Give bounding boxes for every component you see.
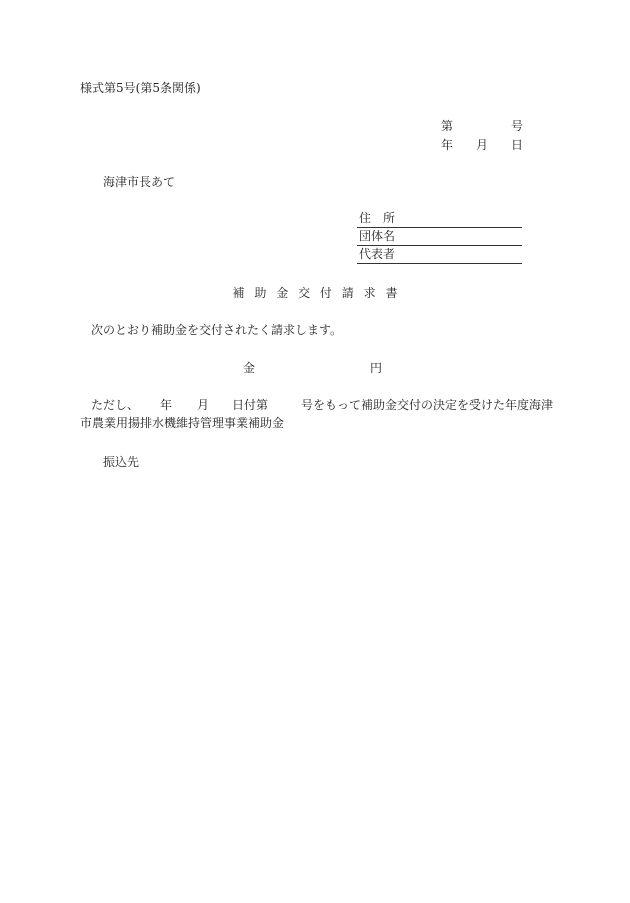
title-char: 書: [385, 286, 398, 300]
date-year: 年: [441, 138, 454, 152]
amount-label: 金: [243, 361, 256, 375]
representative-field: [357, 246, 522, 264]
form-label: 様式第5号(第5条関係): [80, 81, 201, 95]
addressee: 海津市長あて: [103, 175, 176, 189]
document-title: [0, 285, 630, 301]
proviso-year: 年: [160, 398, 173, 412]
number-suffix: 号: [510, 119, 523, 133]
address-label: 住 所: [359, 211, 396, 225]
document-number-line: [441, 118, 523, 134]
title-char: 付: [319, 286, 332, 300]
proviso-day-number: 日付第: [232, 398, 269, 412]
transfer-label: 振込先: [103, 455, 140, 469]
proviso-start: ただし、: [91, 398, 140, 412]
proviso-rest: 号をもって補助金交付の決定を受けた年度海津: [301, 398, 554, 412]
date-month: 月: [476, 138, 489, 152]
number-prefix: 第: [441, 119, 454, 133]
representative-label: 代表者: [359, 247, 396, 261]
organization-field: [357, 228, 522, 246]
proviso-month: 月: [197, 398, 210, 412]
title-char: 助: [254, 286, 267, 300]
date-day: 日: [511, 138, 524, 152]
title-char: 金: [276, 286, 289, 300]
title-char: 交: [298, 286, 311, 300]
title-char: 補: [232, 286, 245, 300]
amount-unit: 円: [370, 361, 383, 375]
address-field: [357, 210, 522, 228]
title-char: 請: [341, 286, 354, 300]
request-sentence: 次のとおり補助金を交付されたく請求します。: [91, 323, 343, 337]
organization-label: 団体名: [359, 229, 396, 243]
title-char: 求: [363, 286, 376, 300]
proviso-line2: 市農業用揚排水機維持管理事業補助金: [80, 416, 285, 430]
